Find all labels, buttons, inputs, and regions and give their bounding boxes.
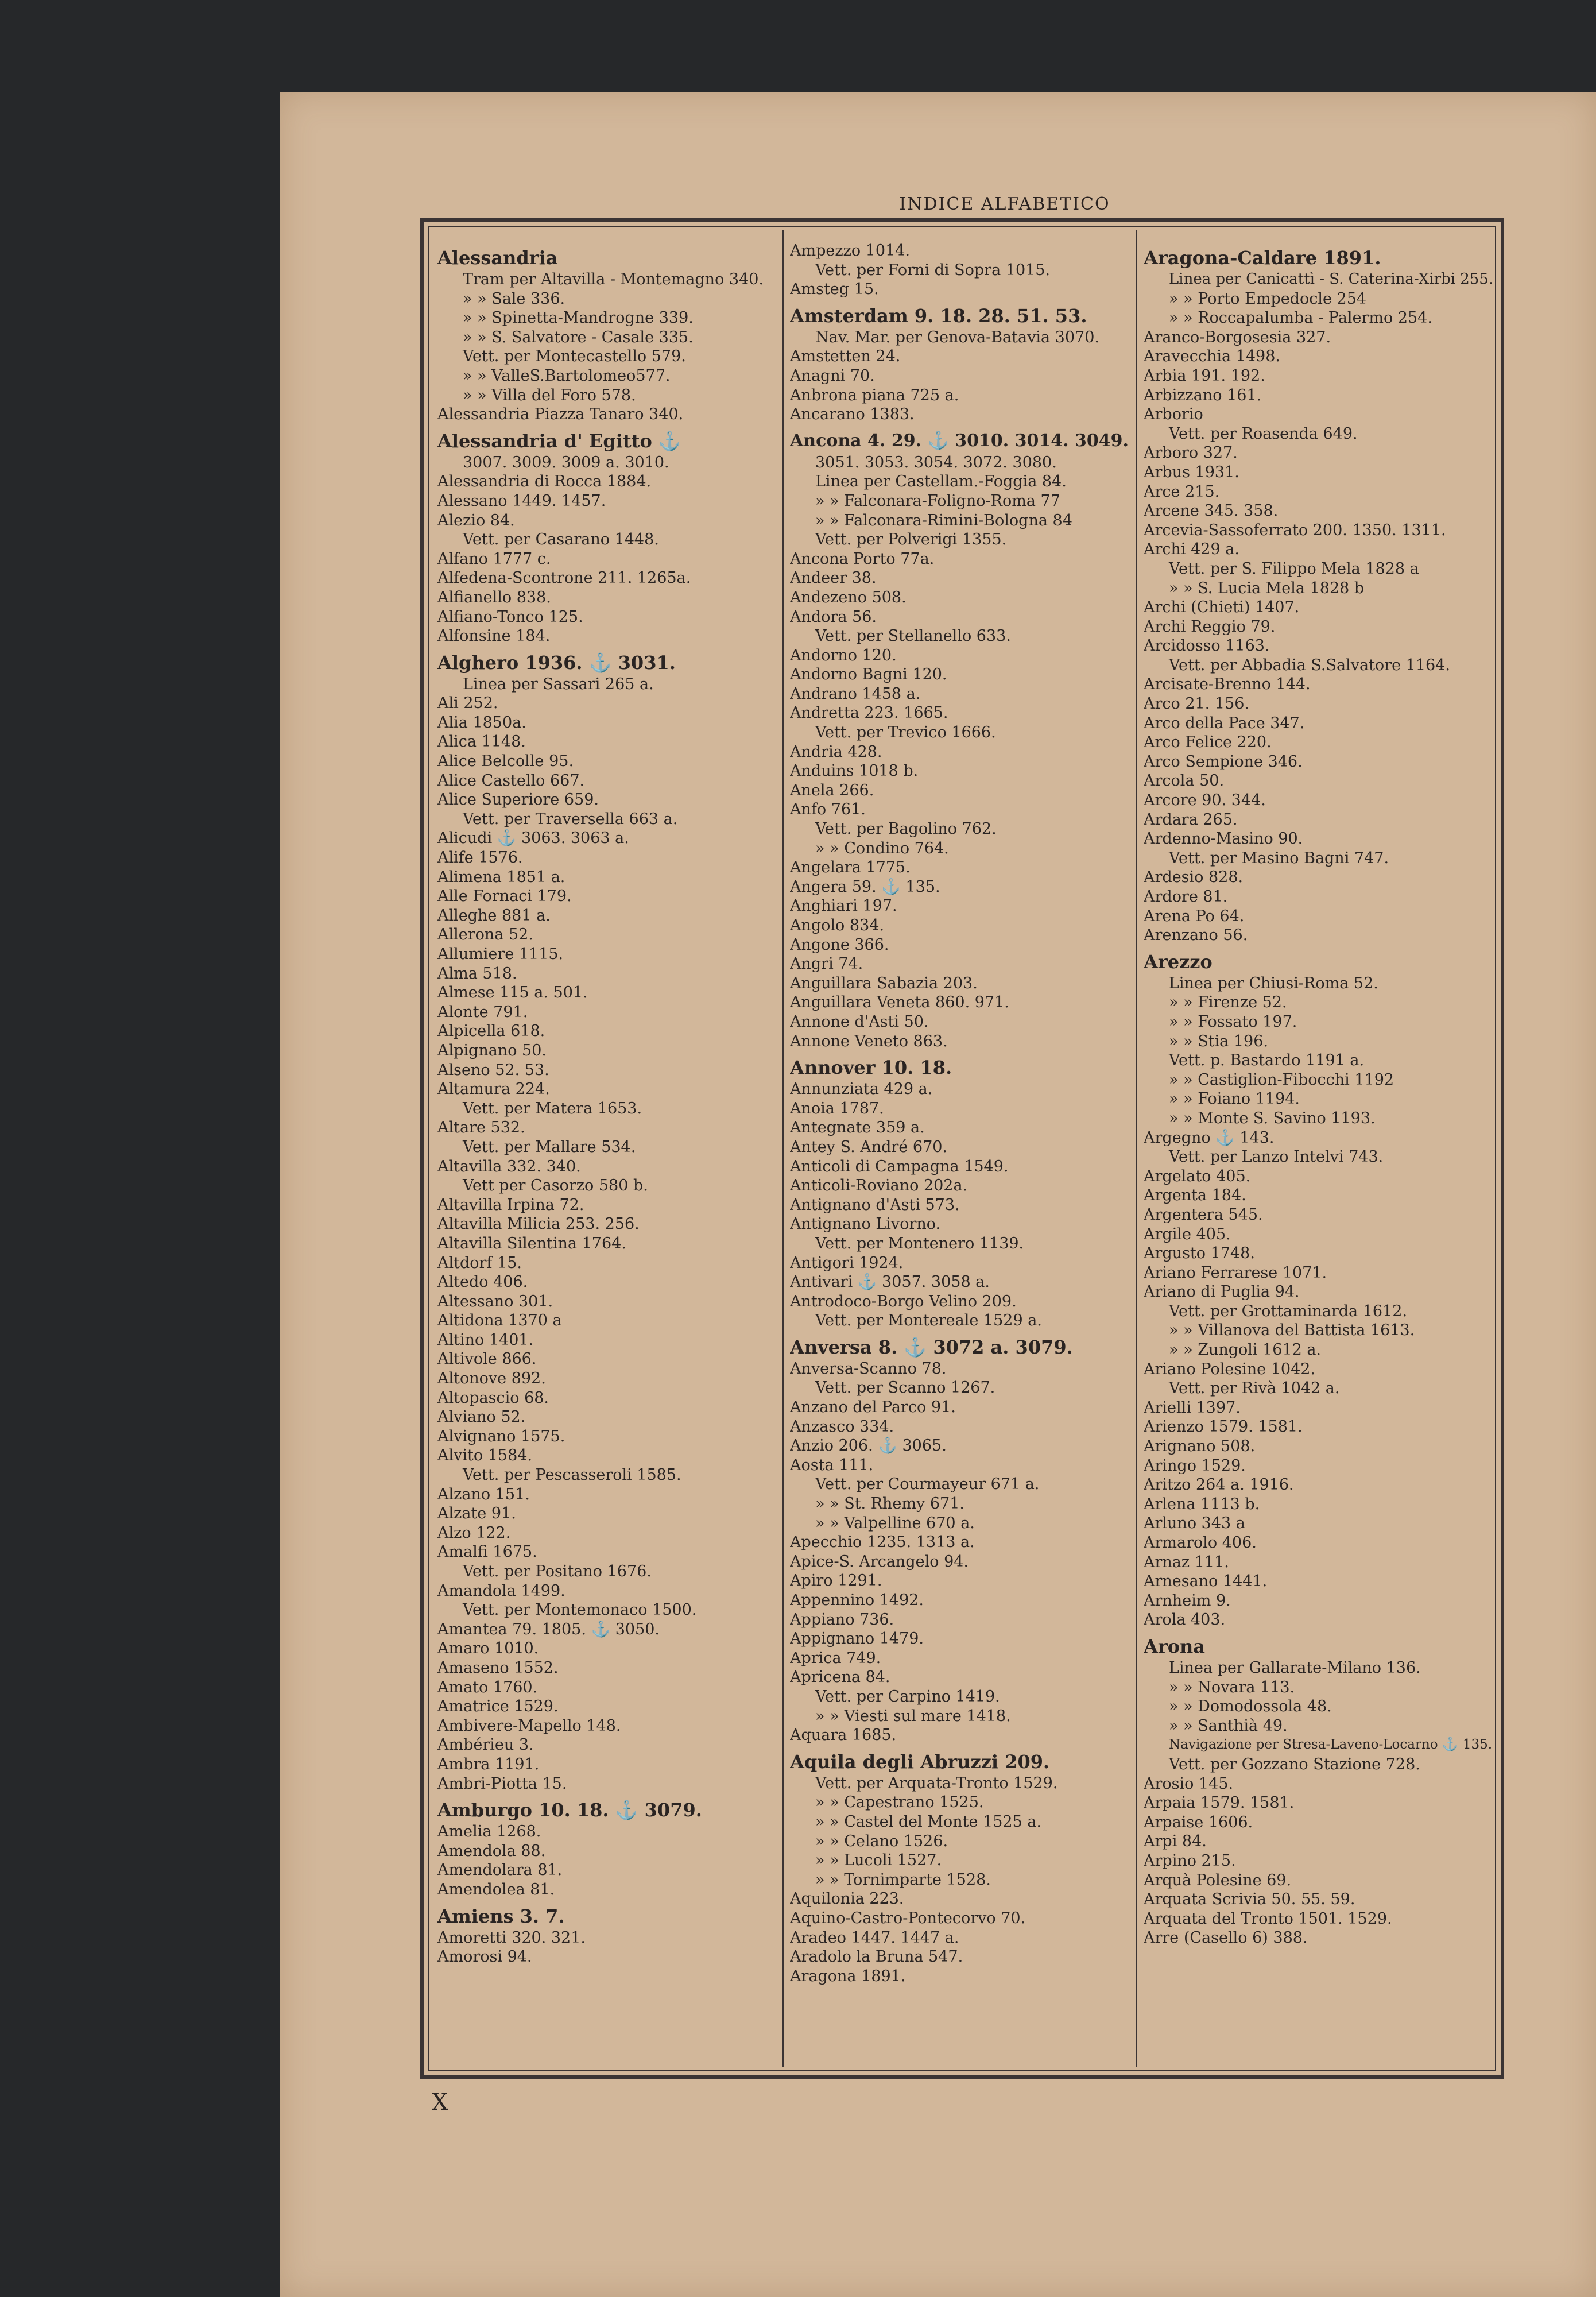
index-entry: Arco 21. 156. xyxy=(1144,695,1250,713)
index-heading: Ancona 4. 29. ⚓ 3010. 3014. 3049. xyxy=(790,430,1129,451)
index-entry: Ariano Polesine 1042. xyxy=(1144,1360,1316,1378)
index-entry: » » Firenze 52. xyxy=(1169,993,1287,1012)
index-entry: Andrano 1458 a. xyxy=(790,685,921,703)
index-entry: Linea per Sassari 265 a. xyxy=(463,675,654,693)
index-entry: Alonte 791. xyxy=(437,1003,528,1021)
index-entry: Alice Superiore 659. xyxy=(437,791,599,809)
index-entry: » » Porto Empedocle 254 xyxy=(1169,289,1367,308)
index-entry: Antegnate 359 a. xyxy=(790,1119,925,1137)
index-entry: Aquilonia 223. xyxy=(790,1890,904,1908)
index-entry: Apecchio 1235. 1313 a. xyxy=(790,1533,975,1552)
index-entry: Ancona Porto 77a. xyxy=(790,550,935,568)
index-heading: Aquila degli Abruzzi 209. xyxy=(790,1750,1050,1773)
index-entry: Altamura 224. xyxy=(437,1080,550,1099)
index-entry: Allerona 52. xyxy=(437,926,533,944)
index-entry: Annunziata 429 a. xyxy=(790,1080,933,1099)
index-entry: Appennino 1492. xyxy=(790,1591,924,1609)
index-entry: Amendolea 81. xyxy=(437,1880,555,1898)
index-entry: Vett per Casorzo 580 b. xyxy=(463,1177,648,1195)
index-entry: Arpaia 1579. 1581. xyxy=(1144,1794,1295,1812)
index-entry: Vett. per Polverigi 1355. xyxy=(815,531,1007,549)
index-entry: 3007. 3009. 3009 a. 3010. xyxy=(463,453,669,471)
index-entry: Antivari ⚓ 3057. 3058 a. xyxy=(790,1273,990,1291)
index-entry: Alzate 91. xyxy=(437,1505,516,1523)
index-entry: » » Lucoli 1527. xyxy=(815,1851,942,1870)
index-entry: Arluno 343 a xyxy=(1144,1514,1245,1533)
index-entry: Vett. per Bagolino 762. xyxy=(815,820,997,838)
index-entry: Arbus 1931. xyxy=(1144,463,1239,481)
index-entry: » » Zungoli 1612 a. xyxy=(1169,1341,1322,1359)
index-entry: » » Villanova del Battista 1613. xyxy=(1169,1321,1415,1340)
index-entry: Alleghe 881 a. xyxy=(437,906,551,925)
index-entry: Arcene 345. 358. xyxy=(1144,502,1279,520)
index-entry: Arnesano 1441. xyxy=(1144,1572,1268,1591)
index-entry: Alimena 1851 a. xyxy=(437,868,565,886)
index-entry: Arcola 50. xyxy=(1144,772,1225,790)
index-heading: Alghero 1936. ⚓ 3031. xyxy=(437,651,676,674)
index-entry: Andretta 223. 1665. xyxy=(790,704,948,722)
index-entry: Amaro 1010. xyxy=(437,1639,539,1658)
index-entry: Vett. per Pescasseroli 1585. xyxy=(463,1466,681,1484)
index-entry: Amantea 79. 1805. ⚓ 3050. xyxy=(437,1620,660,1638)
index-entry: Anfo 761. xyxy=(790,801,866,819)
index-entry: Alvignano 1575. xyxy=(437,1427,565,1445)
index-entry: Antigori 1924. xyxy=(790,1254,904,1272)
index-entry: 3051. 3053. 3054. 3072. 3080. xyxy=(815,453,1057,471)
index-entry: Vett. per Montecastello 579. xyxy=(463,347,686,366)
index-entry: Archi 429 a. xyxy=(1144,540,1239,559)
index-entry: » » Valpelline 670 a. xyxy=(815,1514,975,1532)
index-entry: Amstetten 24. xyxy=(790,347,901,366)
index-entry: Argentera 545. xyxy=(1144,1205,1263,1224)
index-entry: Alice Castello 667. xyxy=(437,771,585,790)
index-entry: Anticoli-Roviano 202a. xyxy=(790,1177,968,1195)
index-heading: Amsterdam 9. 18. 28. 51. 53. xyxy=(790,304,1087,327)
index-entry: » » Stia 196. xyxy=(1169,1032,1268,1050)
index-entry: Vett. per Carpino 1419. xyxy=(815,1687,1000,1706)
index-entry: Arboro 327. xyxy=(1144,444,1238,462)
index-entry: Vett. per Rivà 1042 a. xyxy=(1169,1379,1340,1398)
index-entry: Arquà Polesine 69. xyxy=(1144,1871,1292,1889)
index-entry: Vett. per Abbadia S.Salvatore 1164. xyxy=(1169,656,1450,674)
index-entry: Vett. per Montereale 1529 a. xyxy=(815,1312,1042,1330)
index-entry: Alseno 52. 53. xyxy=(437,1061,549,1079)
index-entry: Argelato 405. xyxy=(1144,1167,1251,1185)
index-entry: » » Monte S. Savino 1193. xyxy=(1169,1109,1376,1127)
index-entry: Vett. per Forni di Sopra 1015. xyxy=(815,261,1051,279)
index-column-2 xyxy=(790,241,1130,2067)
index-entry: Allumiere 1115. xyxy=(437,945,564,963)
index-entry: Vett. per Roasenda 649. xyxy=(1169,424,1358,443)
index-entry: Vett. per Scanno 1267. xyxy=(815,1379,995,1397)
index-entry: Anoia 1787. xyxy=(790,1099,884,1117)
index-entry: Ambivere-Mapello 148. xyxy=(437,1716,621,1735)
index-entry: Alessandria di Rocca 1884. xyxy=(437,473,652,491)
index-entry: Amelia 1268. xyxy=(437,1823,541,1841)
index-entry: » » St. Rhemy 671. xyxy=(815,1495,964,1513)
index-entry: Argusto 1748. xyxy=(1144,1244,1255,1263)
index-entry: Arpaise 1606. xyxy=(1144,1813,1253,1831)
index-entry: Arquata del Tronto 1501. 1529. xyxy=(1144,1909,1392,1928)
index-entry: Amaseno 1552. xyxy=(437,1658,559,1677)
index-entry: Amalfi 1675. xyxy=(437,1543,537,1561)
index-heading: Arona xyxy=(1144,1635,1206,1657)
index-entry: Ariano di Puglia 94. xyxy=(1144,1283,1300,1301)
index-entry: » » Castel del Monte 1525 a. xyxy=(815,1812,1042,1831)
index-entry: Alfianello 838. xyxy=(437,588,551,606)
index-entry: Arola 403. xyxy=(1144,1611,1226,1629)
index-entry: Vett. per Courmayeur 671 a. xyxy=(815,1475,1040,1494)
index-entry: Ambra 1191. xyxy=(437,1755,540,1773)
index-entry: Tram per Altavilla - Montemagno 340. xyxy=(463,270,764,288)
index-entry: Archi Reggio 79. xyxy=(1144,617,1276,636)
index-entry: Alzo 122. xyxy=(437,1523,511,1542)
index-entry: Altivole 866. xyxy=(437,1350,537,1368)
index-heading: Alessandria d' Egitto ⚓ xyxy=(437,430,681,452)
index-entry: Arielli 1397. xyxy=(1144,1398,1241,1417)
index-entry: Ali 252. xyxy=(437,694,498,713)
index-entry: Alica 1148. xyxy=(437,733,526,751)
index-entry: Aquara 1685. xyxy=(790,1726,897,1745)
index-entry: Arco Sempione 346. xyxy=(1144,752,1303,771)
index-entry: Amsteg 15. xyxy=(790,280,879,299)
index-entry: Vett. per Casarano 1448. xyxy=(463,531,659,549)
index-entry: Anguillara Sabazia 203. xyxy=(790,974,978,992)
index-entry: Alle Fornaci 179. xyxy=(437,887,572,906)
index-entry: Ardenno-Masino 90. xyxy=(1144,830,1303,848)
index-entry: » » Castiglion-Fibocchi 1192 xyxy=(1169,1070,1394,1089)
index-heading: Alessandria xyxy=(437,247,558,269)
index-entry: » » Capestrano 1525. xyxy=(815,1793,984,1812)
column-separator xyxy=(782,230,784,2067)
index-entry: Vett. per Lanzo Intelvi 743. xyxy=(1169,1148,1384,1166)
index-entry: Ampezzo 1014. xyxy=(790,242,910,260)
index-entry: Alife 1576. xyxy=(437,849,523,867)
index-entry: Amandola 1499. xyxy=(437,1581,565,1600)
index-entry: Ariano Ferrarese 1071. xyxy=(1144,1263,1327,1282)
index-entry: Ambri-Piotta 15. xyxy=(437,1774,567,1793)
index-entry: Annone d'Asti 50. xyxy=(790,1012,929,1031)
index-entry: Arquata Scrivia 50. 55. 59. xyxy=(1144,1890,1355,1909)
index-entry: Angri 74. xyxy=(790,955,863,973)
index-entry: Alice Belcolle 95. xyxy=(437,752,574,771)
index-entry: Angera 59. ⚓ 135. xyxy=(790,877,940,896)
index-entry: » » Villa del Foro 578. xyxy=(463,386,636,404)
index-entry: Alessano 1449. 1457. xyxy=(437,492,606,510)
index-entry: » » Foiano 1194. xyxy=(1169,1090,1300,1108)
index-entry: Aquino-Castro-Pontecorvo 70. xyxy=(790,1909,1026,1927)
index-entry: Arce 215. xyxy=(1144,482,1220,501)
index-entry: » » Tornimparte 1528. xyxy=(815,1870,991,1889)
page-number: X xyxy=(432,2089,448,2116)
index-entry: Aprica 749. xyxy=(790,1649,881,1667)
index-entry: Arnaz 111. xyxy=(1144,1553,1229,1571)
index-entry: Anduins 1018 b. xyxy=(790,762,919,780)
index-entry: Altino 1401. xyxy=(437,1331,534,1349)
index-entry: Vett. per S. Filippo Mela 1828 a xyxy=(1169,559,1419,578)
index-entry: Alma 518. xyxy=(437,964,517,983)
index-entry: Archi (Chieti) 1407. xyxy=(1144,598,1300,617)
index-entry: Andria 428. xyxy=(790,743,882,761)
index-entry: Amorosi 94. xyxy=(437,1948,532,1966)
index-entry: Alfiano-Tonco 125. xyxy=(437,608,583,626)
index-entry: Antrodoco-Borgo Velino 209. xyxy=(790,1292,1017,1310)
index-entry: Ardara 265. xyxy=(1144,810,1238,829)
index-entry: Altavilla Milicia 253. 256. xyxy=(437,1215,640,1233)
index-entry: Vett. per Positano 1676. xyxy=(463,1563,652,1580)
index-entry: » » Falconara-Foligno-Roma 77 xyxy=(815,492,1060,510)
index-entry: » » Sale 336. xyxy=(463,289,565,308)
index-entry: Altavilla 332. 340. xyxy=(437,1157,581,1175)
index-entry: Arena Po 64. xyxy=(1144,907,1245,925)
index-entry: Arbizzano 161. xyxy=(1144,386,1262,404)
index-entry: Arcidosso 1163. xyxy=(1144,637,1270,655)
index-entry: Arco Felice 220. xyxy=(1144,733,1272,752)
index-entry: Altessano 301. xyxy=(437,1292,553,1310)
index-entry: Arpino 215. xyxy=(1144,1851,1236,1870)
column-separator xyxy=(1136,230,1137,2067)
index-entry: Apiro 1291. xyxy=(790,1572,882,1590)
index-entry: » » Viesti sul mare 1418. xyxy=(815,1707,1011,1725)
index-entry: Anzano del Parco 91. xyxy=(790,1398,956,1417)
index-entry: Amendolara 81. xyxy=(437,1861,563,1880)
index-entry: Argenta 184. xyxy=(1144,1186,1246,1205)
index-entry: » » S. Lucia Mela 1828 b xyxy=(1169,579,1365,597)
index-entry: » » Novara 113. xyxy=(1169,1678,1295,1696)
index-heading: Amburgo 10. 18. ⚓ 3079. xyxy=(437,1799,702,1822)
index-entry: Amato 1760. xyxy=(437,1678,538,1696)
index-entry: Arienzo 1579. 1581. xyxy=(1144,1418,1303,1436)
index-entry: Altavilla Irpina 72. xyxy=(437,1196,584,1214)
index-entry: » » Celano 1526. xyxy=(815,1832,948,1850)
index-entry: Alfonsine 184. xyxy=(437,627,551,645)
index-heading: Aragona-Caldare 1891. xyxy=(1144,247,1381,269)
index-entry: Andorno Bagni 120. xyxy=(790,666,947,684)
index-entry: Arborio xyxy=(1144,405,1203,424)
index-entry: Andorno 120. xyxy=(790,646,897,664)
index-entry: Anguillara Veneta 860. 971. xyxy=(790,993,1009,1012)
index-entry: Alessandria Piazza Tanaro 340. xyxy=(437,405,684,424)
index-entry: Ardore 81. xyxy=(1144,888,1228,906)
index-entry: Altedo 406. xyxy=(437,1273,528,1291)
index-entry: » » Santhià 49. xyxy=(1169,1716,1288,1735)
index-entry: Arenzano 56. xyxy=(1144,926,1248,945)
index-entry: Argegno ⚓ 143. xyxy=(1144,1128,1275,1147)
index-entry: » » S. Salvatore - Casale 335. xyxy=(463,328,694,346)
index-entry: Appignano 1479. xyxy=(790,1630,924,1648)
index-entry: Aosta 111. xyxy=(790,1456,874,1474)
index-entry: Amatrice 1529. xyxy=(437,1697,559,1716)
index-entry: Alpicella 618. xyxy=(437,1022,545,1041)
index-entry: Vett. per Matera 1653. xyxy=(463,1099,642,1117)
index-entry: Anela 266. xyxy=(790,781,874,799)
index-entry: Arcore 90. 344. xyxy=(1144,791,1266,810)
index-entry: Alicudi ⚓ 3063. 3063 a. xyxy=(437,829,629,848)
index-entry: Linea per Chiusi-Roma 52. xyxy=(1169,974,1378,992)
index-entry: Antignano d'Asti 573. xyxy=(790,1196,960,1214)
index-entry: » » Roccapalumba - Palermo 254. xyxy=(1169,309,1432,327)
index-entry: Aritzo 264 a. 1916. xyxy=(1144,1476,1294,1494)
index-entry: Alfano 1777 c. xyxy=(437,550,551,568)
index-entry: Almese 115 a. 501. xyxy=(437,984,588,1002)
index-entry: Angelara 1775. xyxy=(790,859,911,877)
index-entry: Arre (Casello 6) 388. xyxy=(1144,1929,1308,1947)
index-entry: Vett. per Arquata-Tronto 1529. xyxy=(815,1774,1058,1792)
index-entry: Alzano 151. xyxy=(437,1485,530,1503)
index-entry: Aradolo la Bruna 547. xyxy=(790,1948,963,1966)
index-entry: Anzio 206. ⚓ 3065. xyxy=(790,1437,947,1455)
index-entry: Aravecchia 1498. xyxy=(1144,347,1280,366)
index-entry: Andeer 38. xyxy=(790,569,877,587)
index-entry: Amendola 88. xyxy=(437,1842,546,1860)
index-heading: Anversa 8. ⚓ 3072 a. 3079. xyxy=(790,1336,1073,1358)
index-entry: Alezio 84. xyxy=(437,511,515,529)
index-entry: Antey S. André 670. xyxy=(790,1138,948,1156)
index-entry: Altare 532. xyxy=(437,1119,525,1137)
index-entry: Arcisate-Brenno 144. xyxy=(1144,675,1311,694)
index-entry: Arpi 84. xyxy=(1144,1832,1207,1851)
index-entry: Angone 366. xyxy=(790,935,889,954)
index-entry: Ancarano 1383. xyxy=(790,405,915,424)
index-entry: Anversa-Scanno 78. xyxy=(790,1359,947,1378)
index-entry: Anticoli di Campagna 1549. xyxy=(790,1157,1009,1175)
index-entry: Aranco-Borgosesia 327. xyxy=(1144,328,1331,346)
index-entry: Anagni 70. xyxy=(790,366,875,385)
index-entry: Vett. p. Bastardo 1191 a. xyxy=(1169,1051,1365,1070)
index-entry: Alviano 52. xyxy=(437,1408,526,1426)
index-entry: Alpignano 50. xyxy=(437,1041,547,1059)
index-entry: Apricena 84. xyxy=(790,1668,890,1687)
index-entry: Alvito 1584. xyxy=(437,1447,533,1465)
index-entry: Altidona 1370 a xyxy=(437,1312,562,1330)
index-entry: Altopascio 68. xyxy=(437,1389,549,1407)
index-entry: Appiano 736. xyxy=(790,1610,894,1629)
index-entry: Ambérieu 3. xyxy=(437,1736,534,1754)
index-entry: Vett. per Mallare 534. xyxy=(463,1138,636,1156)
index-entry: Vett. per Masino Bagni 747. xyxy=(1169,849,1389,867)
index-entry: Altdorf 15. xyxy=(437,1254,522,1272)
index-entry: Arco della Pace 347. xyxy=(1144,714,1305,732)
index-entry: » » Condino 764. xyxy=(815,839,949,857)
index-entry: Angolo 834. xyxy=(790,917,885,934)
index-entry: Arcevia-Sassoferrato 200. 1350. 1311. xyxy=(1144,521,1446,539)
index-entry: Linea per Canicattì - S. Caterina-Xirbi 255. xyxy=(1169,270,1494,288)
index-entry: Vett. per Traversella 663 a. xyxy=(463,810,678,828)
index-entry: » » ValleS.Bartolomeo577. xyxy=(463,366,671,385)
index-entry: Ardesio 828. xyxy=(1144,868,1244,887)
index-entry: Navigazione per Stresa-Laveno-Locarno ⚓ 135. xyxy=(1169,1737,1493,1753)
index-entry: » » Falconara-Rimini-Bologna 84 xyxy=(815,511,1072,529)
index-entry: Arbia 191. 192. xyxy=(1144,366,1265,385)
index-heading: Annover 10. 18. xyxy=(790,1057,952,1079)
index-entry: Arosio 145. xyxy=(1144,1774,1234,1793)
index-entry: » » Domodossola 48. xyxy=(1169,1697,1332,1716)
index-entry: Arnheim 9. xyxy=(1144,1591,1231,1610)
index-heading: Amiens 3. 7. xyxy=(437,1905,565,1927)
index-entry: Linea per Castellam.-Foggia 84. xyxy=(815,473,1067,491)
index-entry: Aragona 1891. xyxy=(790,1967,906,1985)
index-entry: » » Spinetta-Mandrogne 339. xyxy=(463,309,694,327)
index-entry: Altonove 892. xyxy=(437,1370,546,1388)
index-entry: Alia 1850a. xyxy=(437,713,526,732)
index-entry: Arlena 1113 b. xyxy=(1144,1495,1260,1513)
index-entry: Linea per Gallarate-Milano 136. xyxy=(1169,1658,1421,1677)
index-entry: Vett. per Montemonaco 1500. xyxy=(463,1601,697,1619)
index-entry: Alfedena-Scontrone 211. 1265a. xyxy=(437,569,691,587)
index-entry: Argile 405. xyxy=(1144,1225,1231,1243)
index-heading: Arezzo xyxy=(1144,950,1213,973)
index-entry: Vett. per Montenero 1139. xyxy=(815,1234,1024,1252)
index-entry: Annone Veneto 863. xyxy=(790,1032,948,1050)
index-entry: Altavilla Silentina 1764. xyxy=(437,1234,626,1252)
index-entry: Armarolo 406. xyxy=(1144,1534,1257,1552)
index-entry: Vett. per Gozzano Stazione 728. xyxy=(1169,1755,1420,1773)
index-entry: Vett. per Trevico 1666. xyxy=(815,724,996,742)
index-entry: Aradeo 1447. 1447 a. xyxy=(790,1928,959,1947)
index-entry: Anghiari 197. xyxy=(790,897,897,915)
index-column-3 xyxy=(1144,241,1494,2067)
index-entry: Vett. per Grottaminarda 1612. xyxy=(1169,1302,1408,1320)
index-entry: Amoretti 320. 321. xyxy=(437,1928,586,1947)
index-entry: Anzasco 334. xyxy=(790,1417,894,1436)
index-entry: Anbrona piana 725 a. xyxy=(790,386,959,404)
index-entry: » » Fossato 197. xyxy=(1169,1012,1297,1031)
index-entry: Antignano Livorno. xyxy=(790,1215,941,1233)
index-entry: Apice-S. Arcangelo 94. xyxy=(790,1552,969,1571)
index-entry: Arignano 508. xyxy=(1144,1437,1256,1456)
index-entry: Andezeno 508. xyxy=(790,588,907,606)
index-entry: Andora 56. xyxy=(790,608,877,626)
index-entry: Aringo 1529. xyxy=(1144,1456,1246,1475)
index-entry: Nav. Mar. per Genova-Batavia 3070. xyxy=(815,328,1099,346)
index-entry: Vett. per Stellanello 633. xyxy=(815,627,1011,645)
page-header: INDICE ALFABETICO xyxy=(899,194,1110,214)
index-column-1 xyxy=(437,241,776,2067)
